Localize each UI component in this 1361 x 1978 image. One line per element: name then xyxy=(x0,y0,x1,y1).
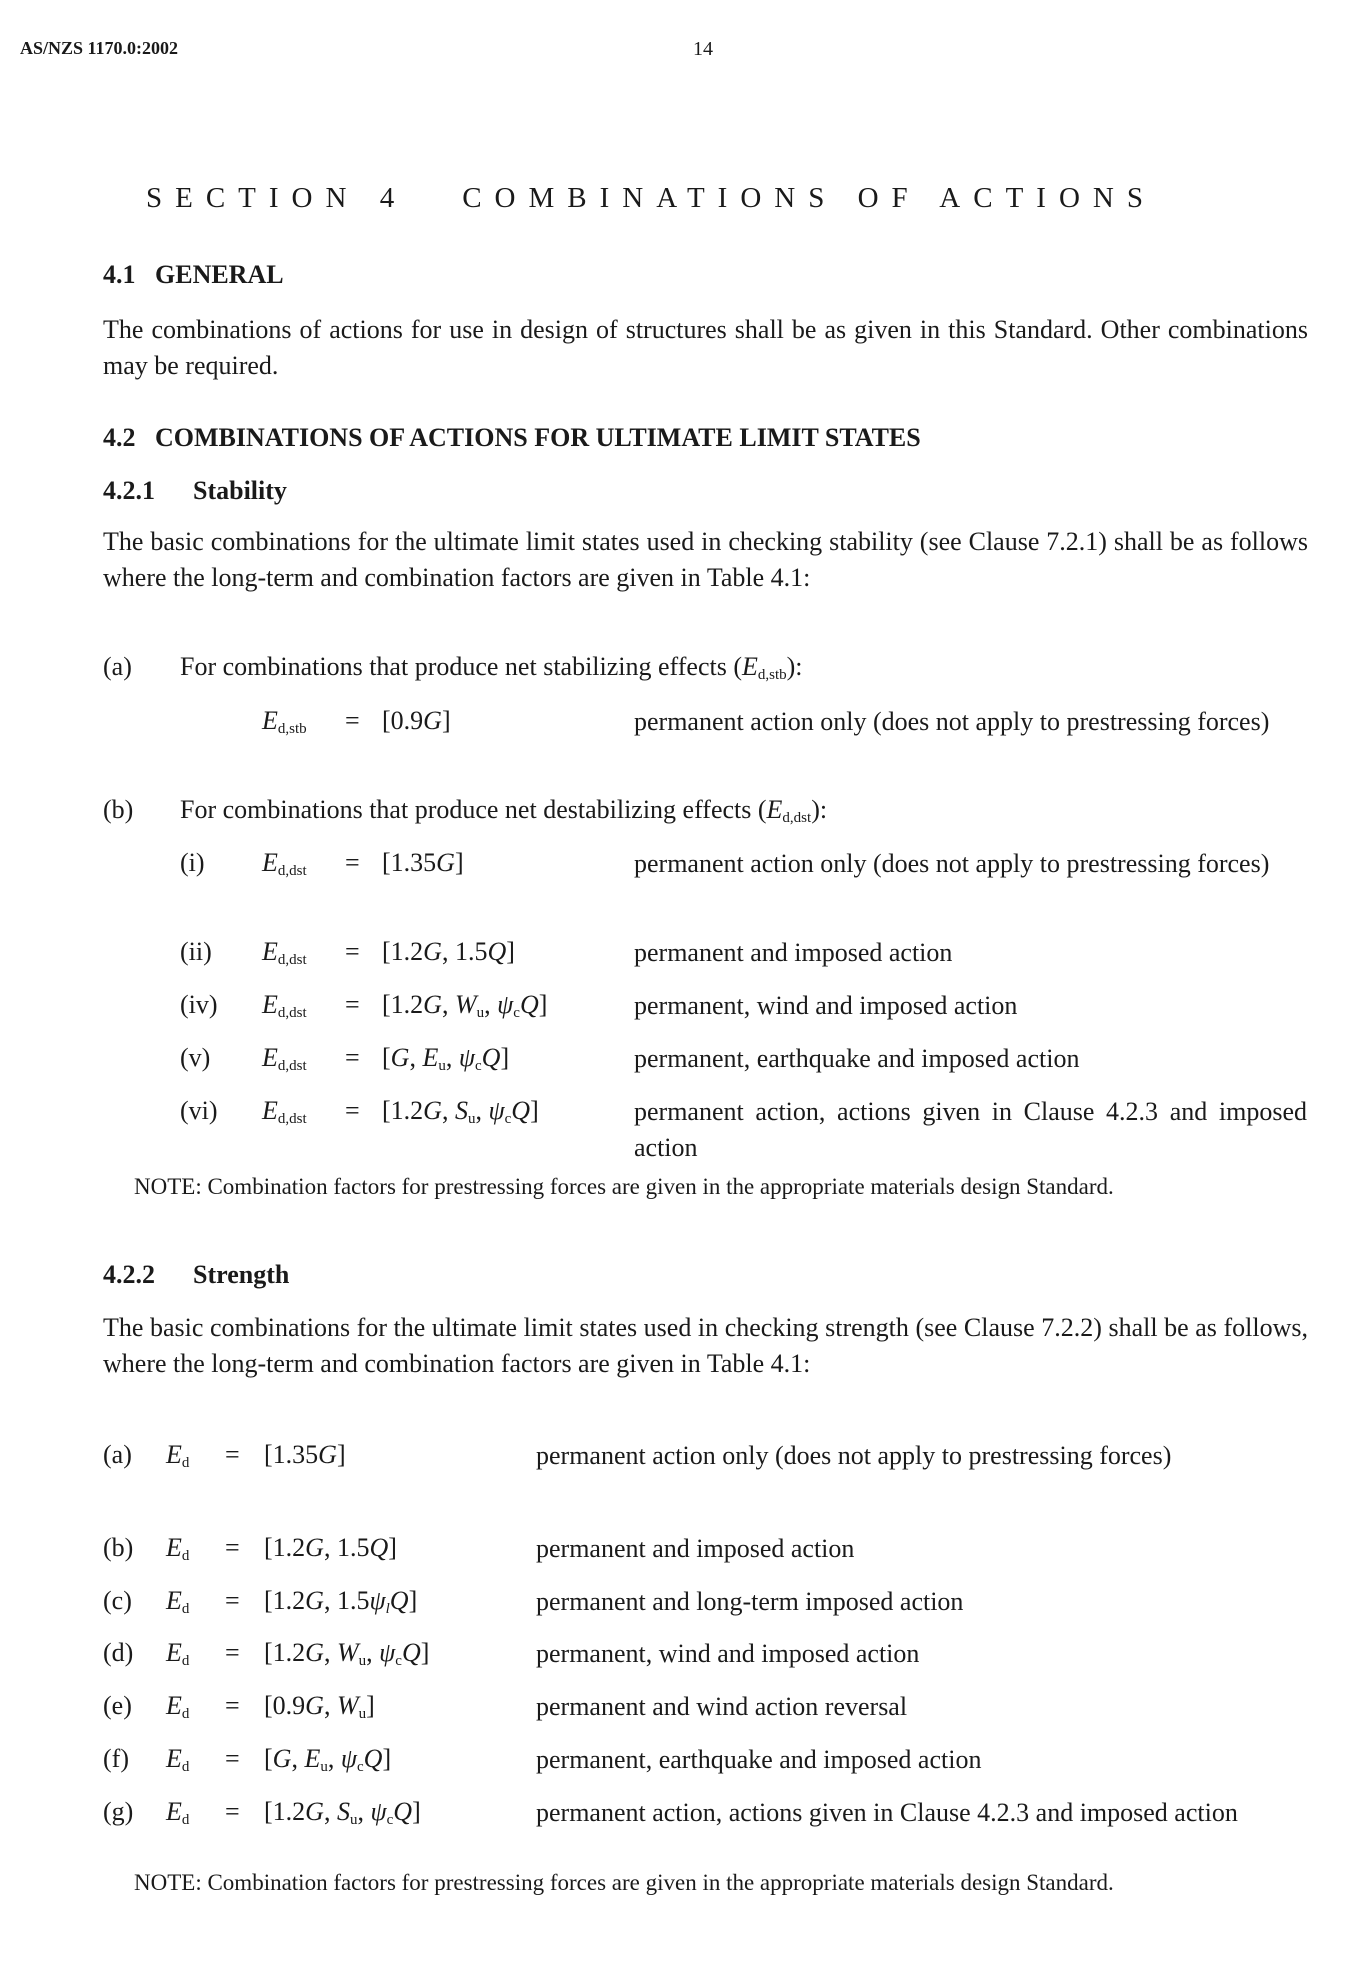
stability-a-eq-sub: d,stb xyxy=(277,721,307,737)
strength-row-symbol: $E_d$ xyxy=(166,1691,190,1722)
stability-row-value: [1.35G] xyxy=(382,848,464,877)
stability-row-label: (v) xyxy=(180,1043,211,1072)
stability-a-eq-value: [0.9G] xyxy=(382,706,451,735)
equals-sign: = xyxy=(225,1440,240,1469)
heading-strength-text: Strength xyxy=(193,1260,290,1289)
equals-sign: = xyxy=(345,706,360,735)
heading-stability-text: Stability xyxy=(193,476,287,505)
strength-row-description: permanent and wind action reversal xyxy=(536,1692,908,1721)
strength-intro: The basic combinations for the ultimate limit states used in checking strength (see Clause 7.2.2) shall be as follows, where the long-term and combination factors are given in Table 4.1: xyxy=(103,1313,1308,1378)
strength-row-label: (a) xyxy=(103,1440,132,1469)
stability-row-label: (vi) xyxy=(180,1096,218,1125)
stability-row-value: [1.2G, 1.5Q] xyxy=(382,937,515,966)
stability-a-eq-sym: E xyxy=(262,706,278,735)
strength-row-value: [0.9G, $W_u$] xyxy=(264,1691,375,1722)
equals-sign: = xyxy=(345,990,360,1019)
stability-a-sym: E xyxy=(741,652,758,681)
equals-sign: = xyxy=(225,1797,240,1826)
stability-row-symbol: $E_{d,dst}$ xyxy=(262,990,307,1021)
stability-b-text-end: ): xyxy=(811,795,828,824)
stability-row-label: (i) xyxy=(180,848,205,877)
heading-uls xyxy=(103,423,921,453)
stability-row-symbol: $E_{d,dst}$ xyxy=(262,848,307,879)
stability-a-label: (a) xyxy=(103,652,132,681)
strength-row-description: permanent action only (does not apply to prestressing forces) xyxy=(536,1441,1172,1470)
strength-row-label: (f) xyxy=(103,1744,129,1773)
strength-row-symbol: $E_d$ xyxy=(166,1533,190,1564)
stability-row-description: permanent, wind and imposed action xyxy=(634,991,1018,1020)
stability-a-text-start: For combinations that produce net stabilizing effects ( xyxy=(180,652,742,681)
equals-sign: = xyxy=(225,1586,240,1615)
stability-note: NOTE: Combination factors for prestressing forces are given in the appropriate materials design Standard. xyxy=(134,1174,1114,1199)
general-text: The combinations of actions for use in design of structures shall be as given in this Standard. Other combinations may be required. xyxy=(103,315,1308,380)
equals-sign: = xyxy=(345,1096,360,1125)
stability-a-sub: d,stb xyxy=(757,667,787,683)
heading-strength xyxy=(103,1260,289,1290)
strength-row-symbol: $E_d$ xyxy=(166,1586,190,1617)
stability-row-symbol: $E_{d,dst}$ xyxy=(262,1096,307,1127)
heading-general-num: 4.1 xyxy=(103,260,136,289)
section-name: COMBINATIONS OF ACTIONS xyxy=(462,182,1156,214)
heading-stability xyxy=(103,476,287,506)
equals-sign: = xyxy=(225,1533,240,1562)
stability-b-label: (b) xyxy=(103,795,134,824)
stability-a-eq-symbol xyxy=(262,706,307,736)
strength-row-value: [1.2G, 1.5Q] xyxy=(264,1533,397,1562)
strength-row-label: (c) xyxy=(103,1586,132,1615)
equals-sign: = xyxy=(345,848,360,877)
strength-row-symbol: $E_d$ xyxy=(166,1638,190,1669)
stability-row-symbol: $E_{d,dst}$ xyxy=(262,1043,307,1074)
strength-row-symbol: $E_d$ xyxy=(166,1744,190,1775)
equals-sign: = xyxy=(345,1043,360,1072)
stability-row-symbol: $E_{d,dst}$ xyxy=(262,937,307,968)
strength-row-description: permanent and imposed action xyxy=(536,1534,855,1563)
strength-row-description: permanent and long-term imposed action xyxy=(536,1587,964,1616)
section-number: SECTION 4 xyxy=(146,182,408,214)
heading-general xyxy=(103,260,284,290)
section-title xyxy=(146,182,1156,215)
stability-row-value: [1.2G, $W_u$, $\psi_cQ$] xyxy=(382,990,548,1021)
strength-row-description: permanent, wind and imposed action xyxy=(536,1639,920,1668)
stability-row-value: [1.2G, $S_u$, $\psi_cQ$] xyxy=(382,1096,539,1127)
equals-sign: = xyxy=(345,937,360,966)
stability-row-label: (iv) xyxy=(180,990,218,1019)
stability-row-description: permanent action, actions given in Clause 4.2.3 and imposed action xyxy=(634,1097,1307,1162)
strength-row-value: [1.2G, $1.5\psi_lQ$] xyxy=(264,1586,418,1617)
stability-a-text-end: ): xyxy=(786,652,803,681)
stability-a-text xyxy=(180,652,803,682)
strength-note: NOTE: Combination factors for prestressing forces are given in the appropriate materials design Standard. xyxy=(134,1870,1114,1895)
stability-intro: The basic combinations for the ultimate limit states used in checking stability (see Clause 7.2.1) shall be as follows where the long-term and combination factors are given in Table 4.1: xyxy=(103,527,1308,592)
strength-row-value: [1.2G, $W_u$, $\psi_cQ$] xyxy=(264,1638,430,1669)
equals-sign: = xyxy=(225,1691,240,1720)
strength-row-label: (g) xyxy=(103,1797,134,1826)
strength-row-symbol: $E_d$ xyxy=(166,1440,190,1471)
heading-general-text: GENERAL xyxy=(155,260,284,289)
strength-row-description: permanent, earthquake and imposed action xyxy=(536,1745,982,1774)
heading-stability-num: 4.2.1 xyxy=(103,476,155,505)
heading-uls-num: 4.2 xyxy=(103,423,136,452)
heading-uls-text: COMBINATIONS OF ACTIONS FOR ULTIMATE LIMIT STATES xyxy=(155,423,921,452)
stability-b-text-start: For combinations that produce net destabilizing effects ( xyxy=(180,795,767,824)
strength-row-label: (e) xyxy=(103,1691,132,1720)
stability-b-sym: E xyxy=(766,795,783,824)
stability-row-value: [G, $E_u$, $\psi_cQ$] xyxy=(382,1043,510,1074)
stability-row-description: permanent action only (does not apply to prestressing forces) xyxy=(634,849,1270,878)
equals-sign: = xyxy=(225,1638,240,1667)
strength-row-label: (b) xyxy=(103,1533,134,1562)
page-number: 14 xyxy=(693,38,713,60)
stability-row-label: (ii) xyxy=(180,937,212,966)
standard-id: AS/NZS 1170.0:2002 xyxy=(20,38,179,58)
heading-strength-num: 4.2.2 xyxy=(103,1260,155,1289)
stability-row-description: permanent, earthquake and imposed action xyxy=(634,1044,1080,1073)
strength-row-value: [G, $E_u$, $\psi_cQ$] xyxy=(264,1744,392,1775)
strength-row-value: [1.35G] xyxy=(264,1440,346,1469)
stability-a-desc: permanent action only (does not apply to prestressing forces) xyxy=(634,707,1270,736)
strength-row-symbol: $E_d$ xyxy=(166,1797,190,1828)
equals-sign: = xyxy=(225,1744,240,1773)
stability-row-description: permanent and imposed action xyxy=(634,938,953,967)
stability-b-text xyxy=(180,795,827,825)
stability-b-sub: d,dst xyxy=(782,810,812,826)
strength-row-description: permanent action, actions given in Clause 4.2.3 and imposed action xyxy=(536,1798,1238,1827)
strength-row-label: (d) xyxy=(103,1638,134,1667)
strength-row-value: [1.2G, $S_u$, $\psi_cQ$] xyxy=(264,1797,421,1828)
